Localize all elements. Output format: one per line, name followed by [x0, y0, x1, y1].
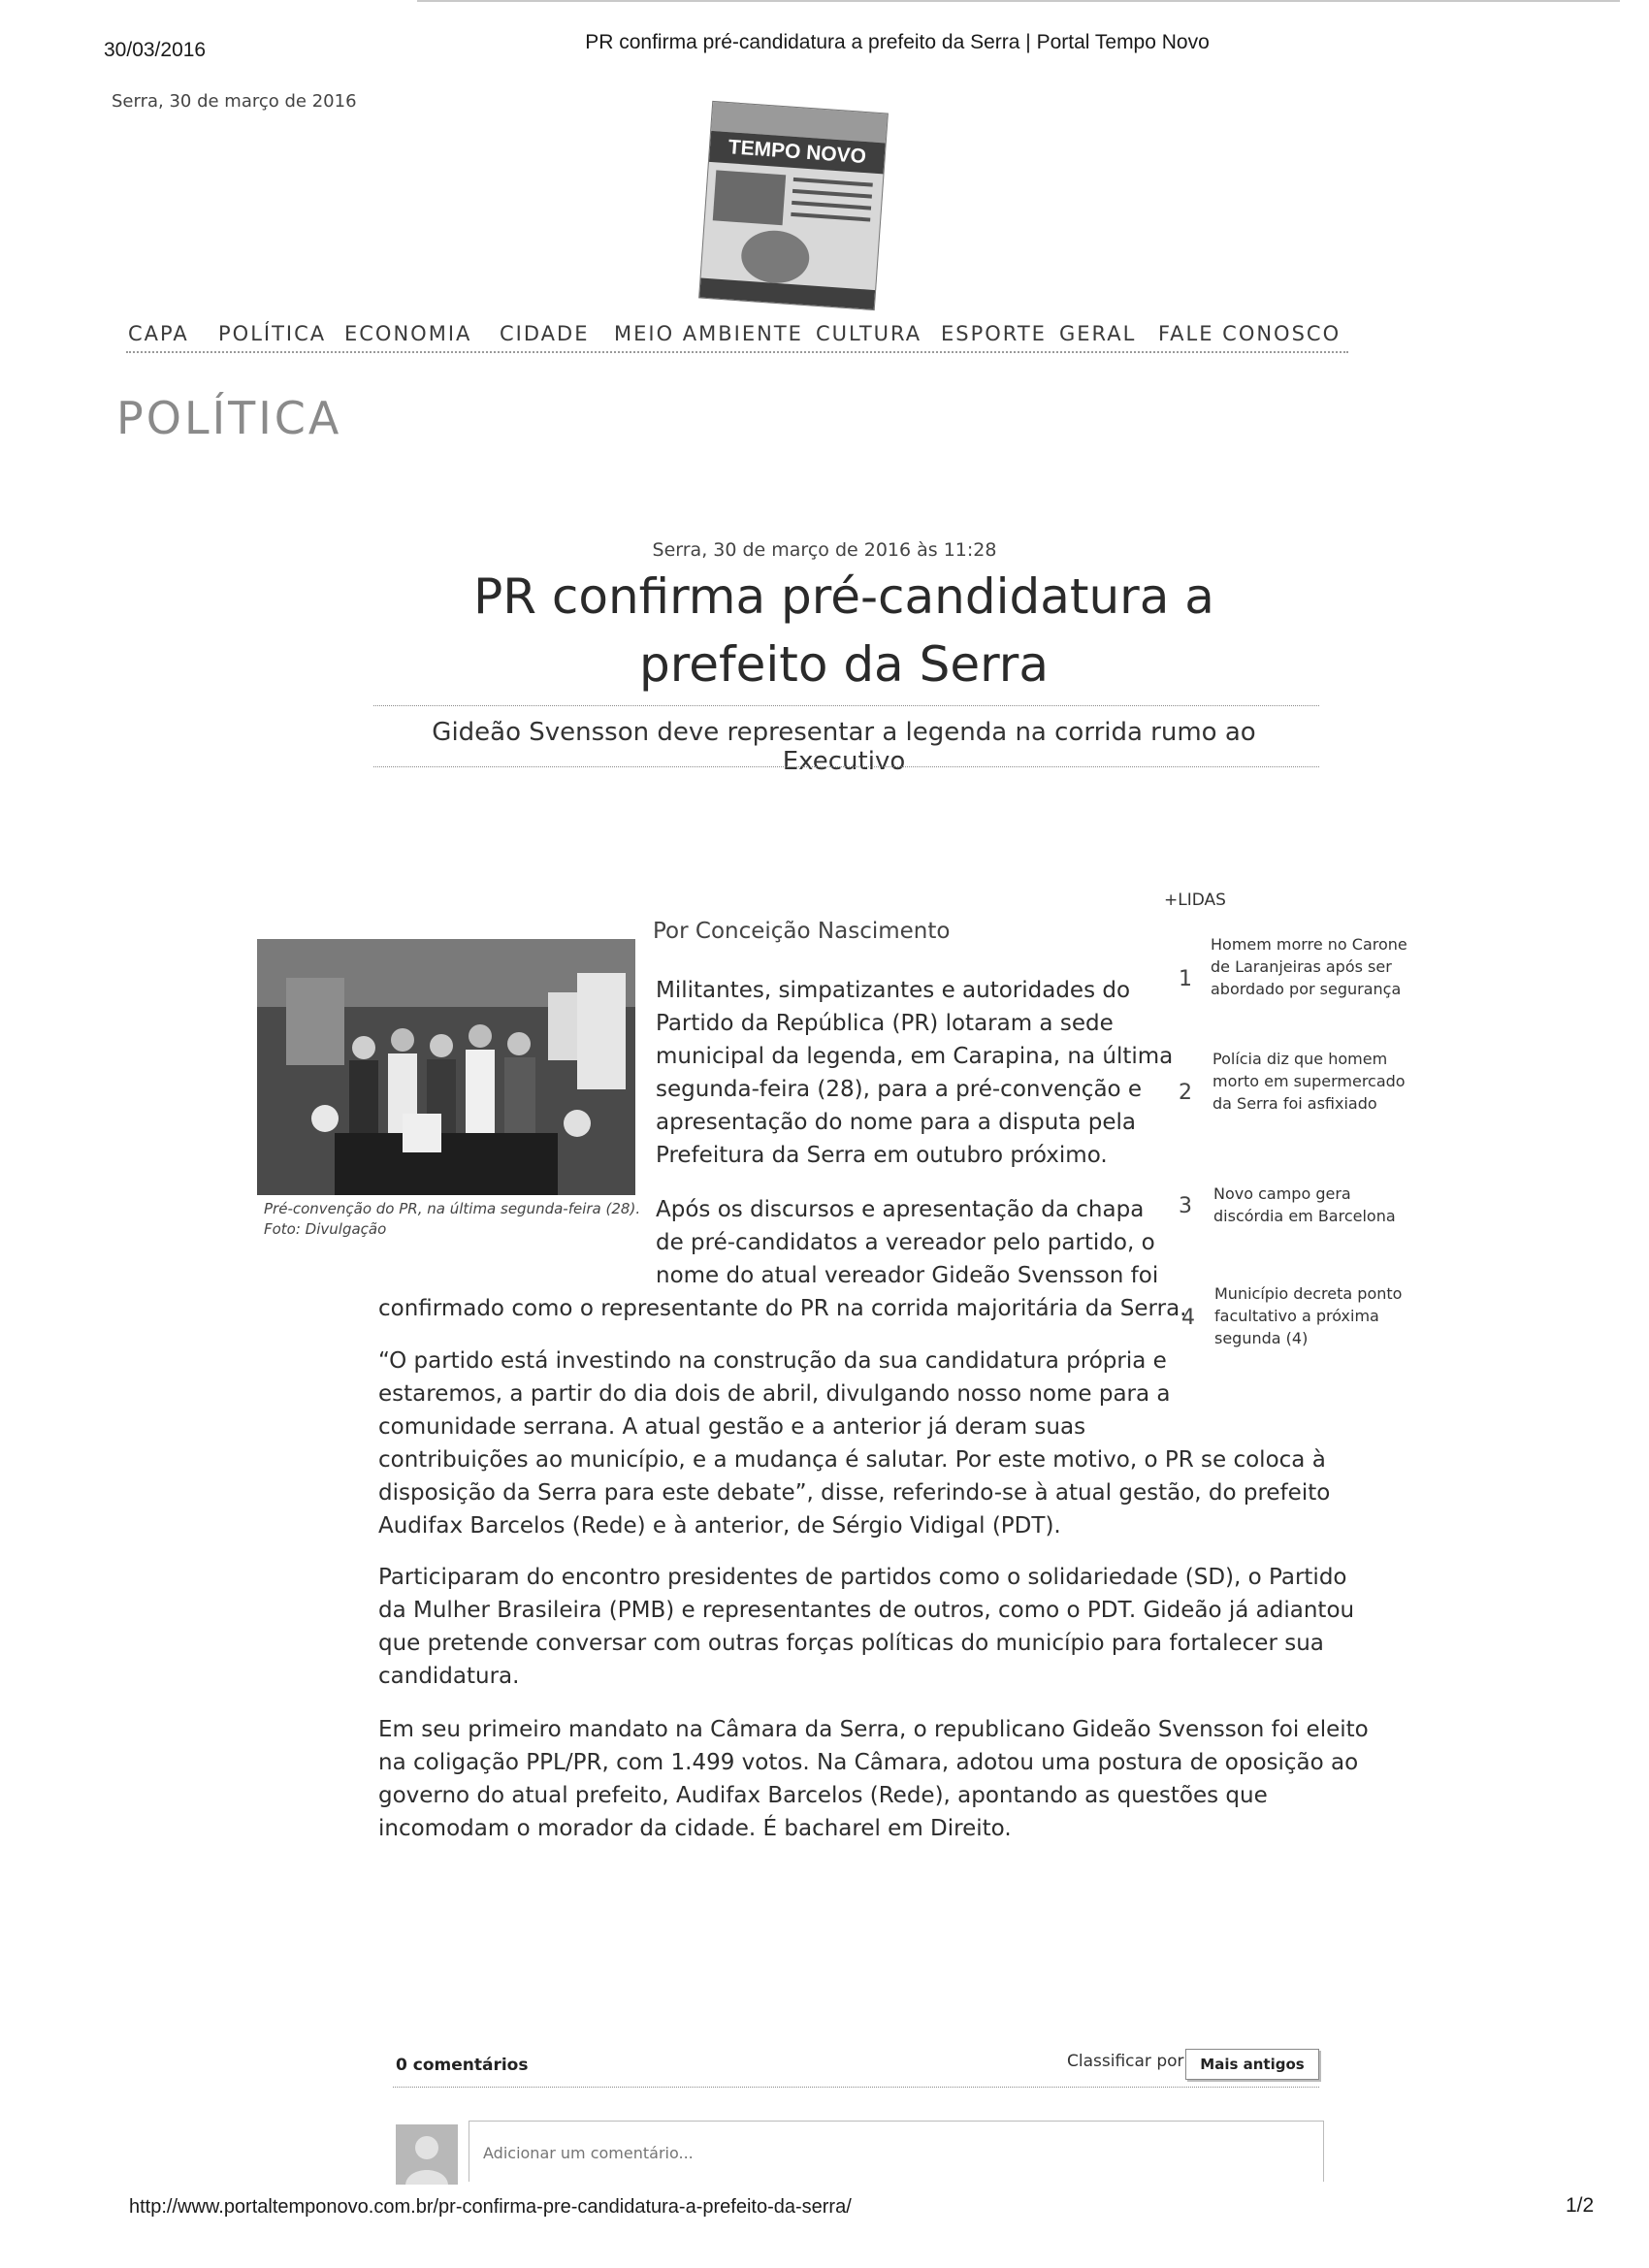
nav-item-meio-ambiente[interactable]: MEIO AMBIENTE — [614, 322, 803, 345]
sort-select[interactable]: Mais antigos — [1185, 2049, 1319, 2080]
nav-item-geral[interactable]: GERAL — [1059, 322, 1137, 345]
text-line: municipal da legenda, em Carapina, na última — [656, 1044, 1174, 1069]
text-line: Participaram do encontro presidentes de partidos como o solidariedade (SD), o Partido — [378, 1565, 1347, 1590]
nav-item-fale-conosco[interactable]: FALE CONOSCO — [1158, 322, 1342, 345]
nav-item-cultura[interactable]: CULTURA — [816, 322, 922, 345]
most-read-link[interactable]: Polícia diz que homem morto em supermercado da Serra foi asfixiado — [1212, 1050, 1406, 1113]
most-read-number: 3 — [1179, 1194, 1192, 1218]
most-read-number: 1 — [1179, 967, 1192, 991]
text-line: nome do atual vereador Gideão Svensson foi — [656, 1263, 1159, 1288]
comment-box — [469, 2121, 1324, 2182]
cover-photo — [713, 170, 786, 225]
text-line: Em seu primeiro mandato na Câmara da Serra, o republicano Gideão Svensson foi eleito — [378, 1717, 1369, 1742]
text-line: estaremos, a partir do dia dois de abril, divulgando nosso nome para a — [378, 1381, 1171, 1407]
most-read-link[interactable]: Novo campo gera discórdia em Barcelona — [1213, 1184, 1396, 1225]
text-line: Partido da República (PR) lotaram a sede — [656, 1011, 1114, 1036]
event-photo-illustration — [257, 939, 635, 1195]
comments-count: 0 comentários — [396, 2056, 529, 2075]
article-byline: Por Conceição Nascimento — [653, 919, 951, 944]
article-subtitle: Gideão Svensson deve representar a legenda na corrida rumo ao Executivo — [432, 718, 1256, 776]
photo-caption: Pré-convenção do PR, na última segunda-feira (28). Foto: Divulgação — [264, 1200, 641, 1238]
most-read-number: 4 — [1181, 1306, 1195, 1330]
text-line: Prefeitura da Serra em outubro próximo. — [656, 1143, 1108, 1168]
text-line: “O partido está investindo na construção da sua candidatura própria e — [378, 1348, 1167, 1374]
headline-line-1: PR confirma pré-candidatura a — [473, 568, 1214, 625]
page-number: 1/2 — [1566, 2194, 1595, 2217]
sort-label: Classificar por — [1067, 2052, 1184, 2071]
article-paragraph — [378, 1561, 1354, 1693]
cover-photo — [739, 228, 811, 285]
text-line: apresentação do nome para a disputa pela — [656, 1110, 1137, 1135]
article-headline — [340, 563, 1348, 698]
nav-item-politica[interactable]: POLÍTICA — [218, 322, 327, 345]
avatar — [396, 2124, 458, 2185]
print-title: PR confirma pré-candidatura a prefeito da Serra | Portal Tempo Novo — [585, 31, 1210, 53]
logo-text: TEMPO NOVO — [709, 131, 886, 174]
nav-item-capa[interactable]: CAPA — [128, 322, 189, 345]
most-read-link[interactable]: Homem morre no Carone de Laranjeiras após ser abordado por segurança — [1211, 935, 1407, 998]
headline-divider — [373, 705, 1319, 706]
masthead-date: Serra, 30 de março de 2016 — [112, 91, 357, 112]
nav-item-esporte[interactable]: ESPORTE — [941, 322, 1047, 345]
most-read-link[interactable]: Município decreta ponto facultativo a próxima segunda (4) — [1214, 1284, 1403, 1347]
text-line: segunda-feira (28), para a pré-convenção e — [656, 1077, 1143, 1102]
article-paragraph — [378, 1345, 1330, 1542]
print-date: 30/03/2016 — [104, 39, 207, 61]
cover-footer-band — [699, 278, 875, 310]
headline-line-2: prefeito da Serra — [639, 636, 1049, 693]
main-nav — [126, 312, 1348, 353]
article-photo — [257, 939, 635, 1195]
most-read-number: 2 — [1179, 1081, 1192, 1105]
print-url: http://www.portaltemponovo.com.br/pr-confirma-pre-candidatura-a-prefeito-da-serra/ — [129, 2196, 852, 2218]
section-title: POLÍTICA — [116, 392, 342, 444]
cover-headlines — [791, 178, 873, 230]
text-line: governo do atual prefeito, Audifax Barcelos (Rede), apontando as questões que — [378, 1783, 1268, 1808]
text-line: Após os discursos e apresentação da chapa — [656, 1197, 1145, 1222]
text-line: Audifax Barcelos (Rede) e à anterior, de Sérgio Vidigal (PDT). — [378, 1513, 1061, 1539]
text-line: contribuições ao município, e a mudança é salutar. Por este motivo, o PR se coloca à — [378, 1447, 1326, 1473]
most-read-heading: +LIDAS — [1164, 891, 1226, 910]
user-silhouette-icon — [396, 2124, 458, 2185]
article-dateline: Serra, 30 de março de 2016 às 11:28 — [652, 539, 997, 561]
text-line: da Mulher Brasileira (PMB) e representantes de outros, como o PDT. Gideão já adiantou — [378, 1598, 1355, 1623]
nav-item-economia[interactable]: ECONOMIA — [344, 322, 472, 345]
top-rule — [417, 0, 1620, 2]
comment-input[interactable] — [481, 2143, 1300, 2163]
text-line: comunidade serrana. A atual gestão e a anterior já deram suas — [378, 1414, 1086, 1440]
text-line: candidatura. — [378, 1664, 520, 1689]
article-paragraph — [378, 1713, 1369, 1845]
text-line: incomodam o morador da cidade. É bacharel em Direito. — [378, 1816, 1012, 1841]
text-line: disposição da Serra para este debate”, disse, referindo-se à atual gestão, do prefeito — [378, 1480, 1331, 1506]
article-paragraph — [656, 974, 1173, 1172]
text-line: Militantes, simpatizantes e autoridades do — [656, 978, 1131, 1003]
text-line: na coligação PPL/PR, com 1.499 votos. Na Câmara, adotou uma postura de oposição ao — [378, 1750, 1359, 1775]
text-line: confirmado como o representante do PR na corrida majoritária da Serra. — [378, 1296, 1187, 1321]
subtitle-divider — [373, 766, 1319, 767]
text-line: de pré-candidatos a vereador pelo partido, o — [656, 1230, 1155, 1255]
newspaper-cover-logo[interactable] — [698, 101, 889, 310]
comments-divider — [393, 2087, 1319, 2088]
text-line: que pretende conversar com outras forças políticas do município para fortalecer sua — [378, 1631, 1324, 1656]
nav-item-cidade[interactable]: CIDADE — [500, 322, 590, 345]
